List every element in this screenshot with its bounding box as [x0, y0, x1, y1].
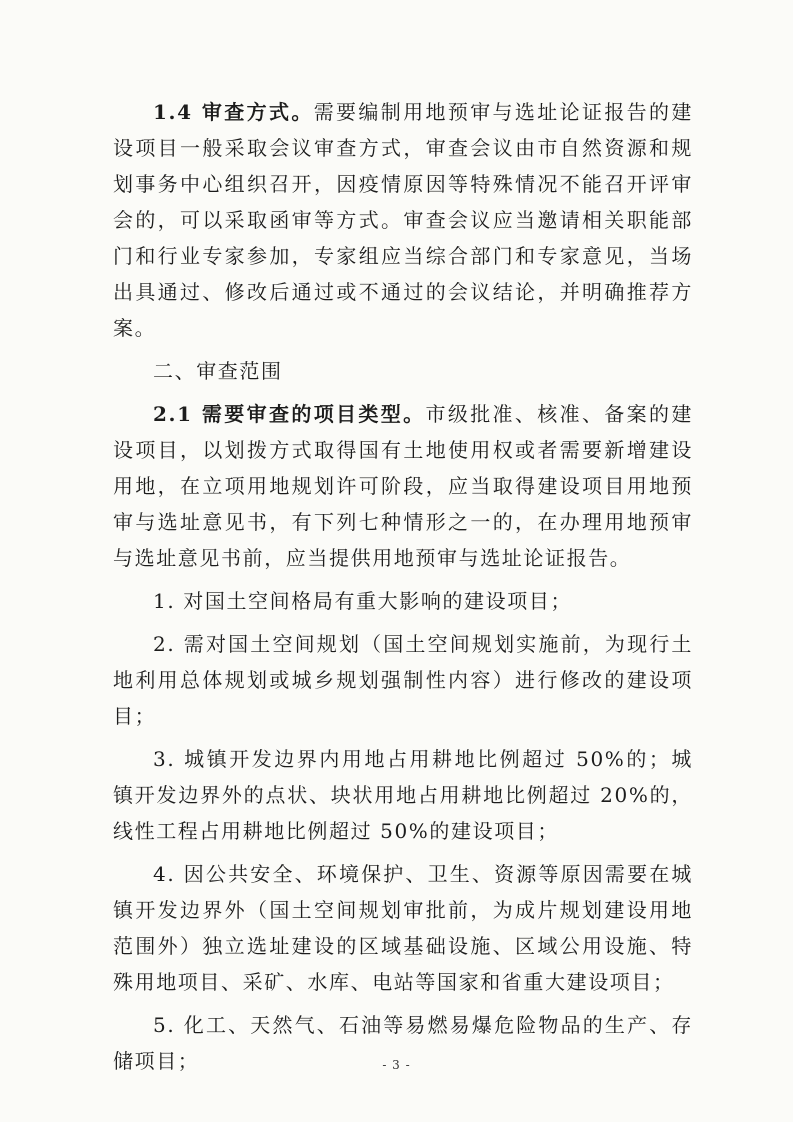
paragraph-text: 市级批准、核准、备案的建设项目，以划拨方式取得国有土地使用权或者需要新增建设用地，在立项用地规划许可阶段，应当取得建设项目用地预审与选址意见书，有下列七种情形之一的，在办理用地预审与选址意见书前，应当提供用地预审与选址论证报告。: [113, 402, 693, 570]
section-heading: 二、审查范围: [153, 359, 283, 383]
paragraph-lead: 2.1 需要审查的项目类型。: [153, 402, 426, 426]
list-item: 5. 化工、天然气、石油等易燃易爆危险物品的生产、存储项目；: [113, 1013, 693, 1073]
paragraph-2-1: [113, 396, 693, 576]
paragraph-lead: 1.4 审查方式。: [153, 100, 314, 124]
paragraph-1-4: [113, 94, 693, 346]
list-item: 2. 需对国土空间规划（国土空间规划实施前，为现行土地利用总体规划或城乡规划强制性内容）进行修改的建设项目；: [113, 632, 693, 728]
list-item: 1. 对国土空间格局有重大影响的建设项目；: [153, 589, 573, 613]
list-item: 4. 因公共安全、环境保护、卫生、资源等原因需要在城镇开发边界外（国土空间规划审批前，为成片规划建设用地范围外）独立选址建设的区域基础设施、区域公用设施、特殊用地项目、采矿、水库、电站等国家和省重大建设项目；: [113, 862, 693, 994]
list-item: 3. 城镇开发边界内用地占用耕地比例超过 50%的；城镇开发边界外的点状、块状用地占用耕地比例超过 20%的，线性工程占用耕地比例超过 50%的建设项目；: [113, 747, 693, 843]
document-body: [113, 94, 693, 1086]
paragraph-text: 需要编制用地预审与选址论证报告的建设项目一般采取会议审查方式，审查会议由市自然资源和规划事务中心组织召开，因疫情原因等特殊情况不能召开评审会的，可以采取函审等方式。审查会议应当邀请相关职能部门和行业专家参加，专家组应当综合部门和专家意见，当场出具通过、修改后通过或不通过的会议结论，并明确推荐方案。: [113, 100, 693, 340]
page-number: - 3 -: [382, 1058, 411, 1072]
